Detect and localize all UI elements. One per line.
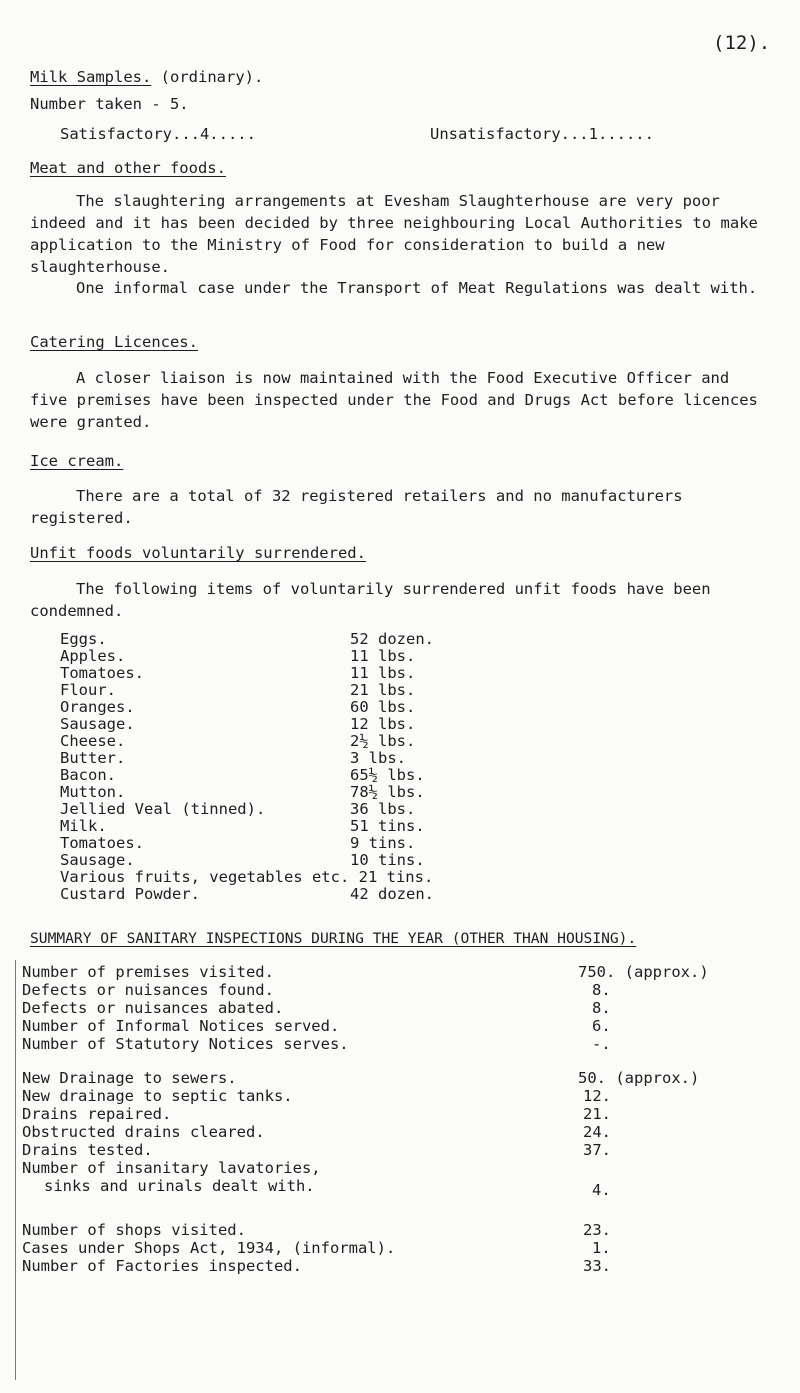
ice-cream-heading: Ice cream.: [30, 452, 124, 470]
meat-para2-text: One informal case under the Transport of Meat Regulations was dealt with.: [76, 279, 758, 297]
summary-value: 50. (approx.): [578, 1069, 700, 1087]
list-item: [60, 817, 107, 835]
list-item-qty: [350, 885, 434, 903]
item-qty: 11 lbs.: [350, 647, 416, 665]
milk-satisfactory: Satisfactory...4.....: [60, 125, 256, 143]
milk-unsatisfactory: Unsatisfactory...1......: [430, 125, 654, 143]
summary-label: Defects or nuisances found.: [22, 981, 274, 999]
list-item-qty: [350, 783, 425, 801]
list-item-qty: [350, 681, 415, 699]
list-item: [60, 766, 116, 784]
unfit-heading: Unfit foods voluntarily surrendered.: [30, 544, 366, 562]
item-qty: 60 lbs.: [350, 698, 416, 716]
summary-value: 6.: [592, 1017, 611, 1035]
item-name: Flour.: [60, 681, 116, 699]
list-item-qty: [350, 698, 415, 716]
summary-label: New drainage to septic tanks.: [22, 1087, 293, 1105]
item-name: Milk.: [60, 817, 107, 835]
item-name: Apples.: [60, 647, 126, 665]
milk-heading: Milk Samples.: [30, 68, 152, 86]
item-qty: 42 dozen.: [350, 885, 434, 903]
list-item-qty: [350, 766, 425, 784]
item-qty: 2½ lbs.: [350, 732, 416, 750]
summary-label: Number of shops visited.: [22, 1221, 246, 1239]
list-item-various: Various fruits, vegetables etc. 21 tins.: [60, 868, 434, 886]
catering-paragraph: [30, 367, 770, 433]
list-item: [60, 749, 125, 767]
list-item-qty: [350, 817, 425, 835]
list-item: [60, 851, 135, 869]
item-name: Sausage.: [60, 715, 135, 733]
item-qty: 10 tins.: [350, 851, 425, 869]
meat-para1-text: The slaughtering arrangements at Evesham Slaughterhouse are very poor indeed and it has been decided by three neighbouring Local Authorities to make application to the Ministry of Food for consideration to build a new slaughterhouse.: [30, 192, 758, 276]
summary-value: 23.: [583, 1221, 611, 1239]
ice-cream-paragraph: [30, 485, 770, 529]
summary-value: 12.: [583, 1087, 611, 1105]
summary-value: 8.: [592, 999, 611, 1017]
milk-heading-line: [30, 68, 263, 86]
list-item: [60, 630, 107, 648]
item-qty: 12 lbs.: [350, 715, 416, 733]
summary-value: 21.: [583, 1105, 611, 1123]
item-qty: 52 dozen.: [350, 630, 434, 648]
unfit-intro: [30, 578, 770, 622]
summary-value: 750. (approx.): [578, 963, 709, 981]
summary-value: 24.: [583, 1123, 611, 1141]
item-name: Butter.: [60, 749, 126, 767]
meat-paragraph-1: [30, 190, 770, 278]
summary-label: Cases under Shops Act, 1934, (informal).: [22, 1239, 396, 1257]
summary-value: 37.: [583, 1141, 611, 1159]
summary-value: 33.: [583, 1257, 611, 1275]
summary-label: New Drainage to sewers.: [22, 1069, 237, 1087]
catering-heading: Catering Licences.: [30, 333, 198, 351]
item-name: Tomatoes.: [60, 664, 144, 682]
summary-value: 1.: [592, 1239, 611, 1257]
unfit-intro-text: The following items of voluntarily surrendered unfit foods have been condemned.: [30, 580, 711, 620]
meat-paragraph-2: [30, 277, 770, 299]
summary-label: Number of premises visited.: [22, 963, 274, 981]
item-name: Eggs.: [60, 630, 107, 648]
item-name: Sausage.: [60, 851, 135, 869]
list-item-qty: [350, 630, 434, 648]
item-qty: 78½ lbs.: [350, 783, 425, 801]
list-item-qty: [350, 647, 415, 665]
item-name: Mutton.: [60, 783, 126, 801]
item-qty: 21 lbs.: [350, 681, 416, 699]
item-name: Jellied Veal (tinned).: [60, 800, 266, 818]
ice-cream-para-text: There are a total of 32 registered retailers and no manufacturers registered.: [30, 487, 683, 527]
list-item-qty: [350, 715, 415, 733]
summary-heading: SUMMARY OF SANITARY INSPECTIONS DURING THE YEAR (OTHER THAN HOUSING).: [30, 930, 637, 947]
item-qty: 51 tins.: [350, 817, 425, 835]
list-item-qty: [350, 664, 415, 682]
item-name: Oranges.: [60, 698, 135, 716]
item-qty: 9 tins.: [350, 834, 416, 852]
summary-value: -.: [592, 1035, 611, 1053]
summary-label: Number of insanitary lavatories,: [22, 1159, 321, 1177]
list-item-qty: [350, 851, 425, 869]
list-item: [60, 783, 125, 801]
list-item: [60, 732, 125, 750]
list-item: [60, 800, 265, 818]
item-name: Bacon.: [60, 766, 116, 784]
list-item: [60, 647, 125, 665]
list-item-qty: [350, 749, 406, 767]
milk-number-taken: Number taken - 5.: [30, 95, 189, 113]
summary-label: Obstructed drains cleared.: [22, 1123, 265, 1141]
left-margin-line: [15, 960, 16, 1380]
summary-label: Drains repaired.: [22, 1105, 172, 1123]
summary-label: Number of Statutory Notices serves.: [22, 1035, 349, 1053]
item-qty: 36 lbs.: [350, 800, 416, 818]
summary-label: Defects or nuisances abated.: [22, 999, 284, 1017]
list-item: [60, 681, 116, 699]
item-name: Tomatoes.: [60, 834, 144, 852]
catering-para-text: A closer liaison is now maintained with the Food Executive Officer and five premises have been inspected under the Food and Drugs Act before licences were granted.: [30, 369, 758, 431]
item-qty: 65½ lbs.: [350, 766, 425, 784]
meat-heading: Meat and other foods.: [30, 159, 226, 177]
summary-label: Number of Informal Notices served.: [22, 1017, 340, 1035]
item-qty: 11 lbs.: [350, 664, 416, 682]
list-item-qty: [350, 800, 415, 818]
item-name: Cheese.: [60, 732, 126, 750]
list-item: [60, 664, 144, 682]
item-qty: 3 lbs.: [350, 749, 406, 767]
summary-value: 4.: [592, 1181, 611, 1199]
page-number: (12).: [713, 32, 771, 54]
list-item: [60, 834, 144, 852]
list-item: [60, 698, 135, 716]
list-item: [60, 715, 135, 733]
list-item-qty: [350, 732, 415, 750]
summary-label: Number of Factories inspected.: [22, 1257, 302, 1275]
summary-label: Drains tested.: [22, 1141, 153, 1159]
list-item: [60, 885, 200, 903]
summary-value: 8.: [592, 981, 611, 999]
list-item-qty: [350, 834, 415, 852]
milk-qualifier: (ordinary).: [160, 68, 264, 86]
summary-label-continued: sinks and urinals dealt with.: [44, 1177, 315, 1195]
item-name: Custard Powder.: [60, 885, 200, 903]
